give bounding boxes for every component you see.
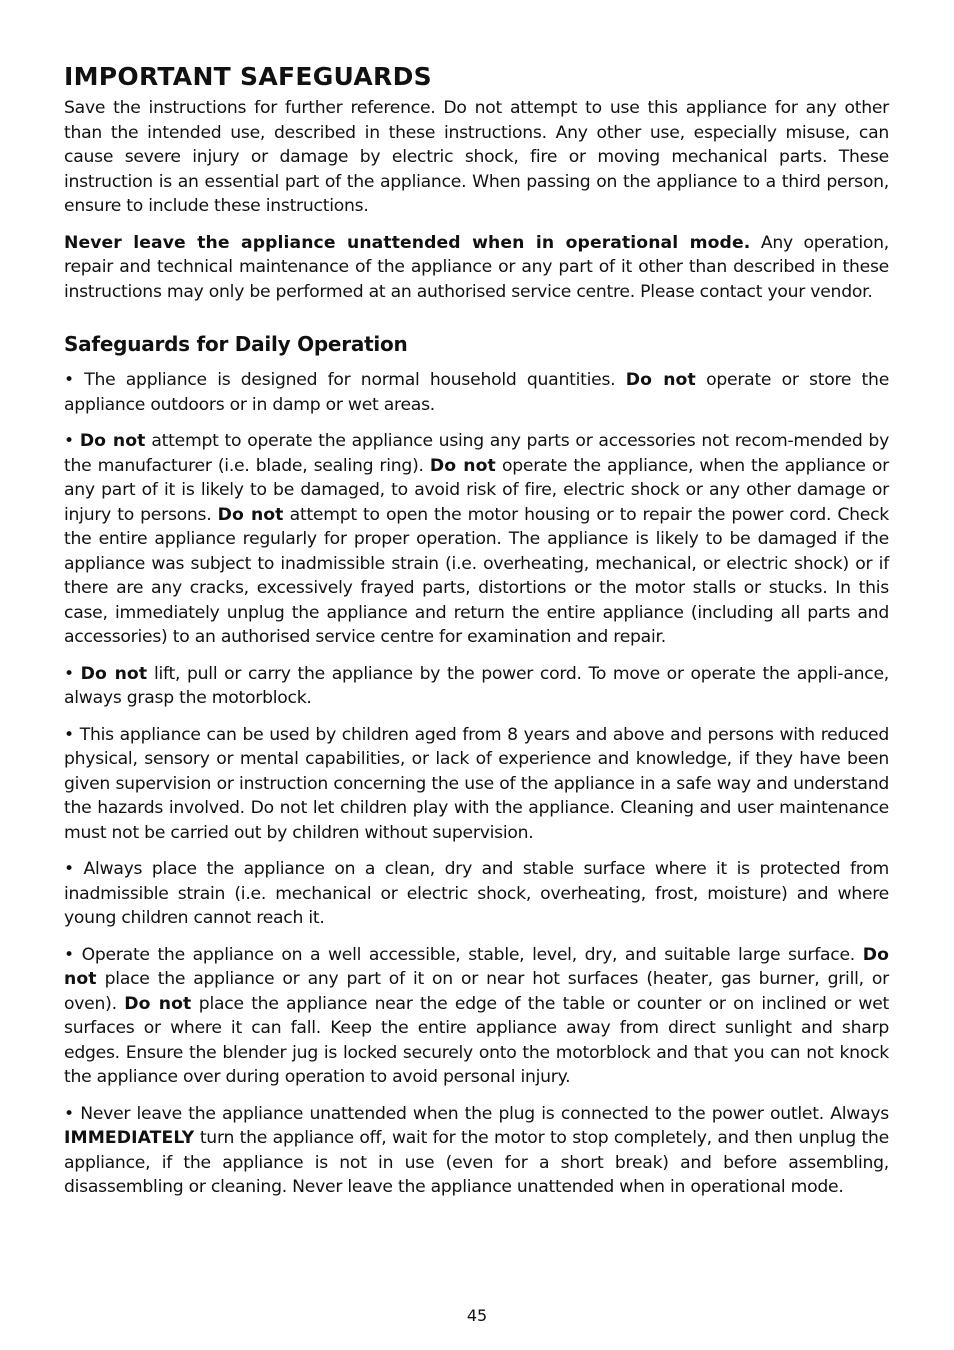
section-heading: Safeguards for Daily Operation (64, 332, 408, 356)
page-title: IMPORTANT SAFEGUARDS (64, 62, 432, 91)
bullet-text: • (64, 431, 80, 451)
immediately-emphasis: IMMEDIATELY (64, 1128, 195, 1148)
intro-text: Any operation, repair and technical maintenance of the appliance or any part of it other than described in these instructions may only be performed at an authorised service centre. Please contact your vendor. (64, 232, 889, 302)
bullet-text: place the appliance or any part of it on or near hot surfaces (heater, gas burner, grill, or oven). (64, 969, 889, 1014)
intro-paragraph-2 (64, 231, 889, 305)
bullet-item-5 (64, 857, 889, 931)
do-not-emphasis: Do not (625, 370, 696, 390)
do-not-emphasis: Do not (124, 993, 192, 1014)
bullet-item-3 (64, 662, 889, 711)
do-not-emphasis: Do not (217, 504, 284, 525)
bullet-text: operate or store the appliance outdoors or in damp or wet areas. (64, 370, 890, 415)
warning-bold: Never leave the appliance unattended when in operational mode. (64, 232, 751, 253)
bullet-item-2 (64, 429, 889, 650)
do-not-emphasis: Do not (79, 431, 146, 451)
page-number: 45 (466, 1306, 488, 1325)
do-not-emphasis: Do not (80, 663, 148, 684)
bullet-text: operate the appliance, when the appliance or any part of it is likely to be damaged, to avoid risk of fire, electric shock or any other damage or injury to persons. (64, 455, 890, 525)
bullet-item-6 (64, 943, 889, 1090)
bullet-text: attempt to open the motor housing or to repair the power cord. Check the entire appliance regularly for proper operation. The appliance is likely to be damaged if the appliance was subject to inadmissible strain (i.e. overheating, mechanical, or electric shock) or if there are any cracks, excessively frayed parts, distortions or the motor stalls or stucks. In this case, immediately unplug the appliance and return the entire appliance (including all parts and accessories) to an authorised service centre for examination and repair. (64, 504, 889, 647)
bullet-text: • Operate the appliance on a well accessible, stable, level, dry, and suitable large surface. (64, 944, 863, 965)
do-not-emphasis: Do not (64, 944, 889, 989)
bullet-text: • The appliance is designed for normal household quantities. (64, 370, 626, 390)
intro-text: Save the instructions for further reference. Do not attempt to use this appliance for any other than the intended use, described in these instructions. Any other use, especially misuse, can cause severe injury or damage by electric shock, fire or moving mechanical parts. These instruction is an essential part of the appliance. When passing on the appliance to a third person, ensure to include these instructions. (64, 98, 889, 216)
bullet-text: • (64, 663, 81, 684)
bullet-text: • Never leave the appliance unattended when the plug is connected to the power outlet. Always (64, 1103, 889, 1124)
bullet-text: • This appliance can be used by children aged from 8 years and above and persons with reduced physical, sensory or mental capabilities, or lack of experience and knowledge, if they have been given supervision or instruction concerning the use of the appliance in a safe way and understand the hazards involved. Do not let children play with the appliance. Cleaning and user maintenance must not be carried out by children without supervision. (64, 724, 889, 843)
bullet-text: turn the appliance off, wait for the motor to stop completely, and then unplug the appliance, if the appliance is not in use (even for a short break) and before assembling, disassembling or cleaning. Never leave the appliance unattended when in operational mode. (64, 1128, 889, 1197)
bullet-item-1 (64, 368, 889, 417)
intro-paragraph-1 (64, 96, 889, 219)
bullet-item-7 (64, 1102, 889, 1200)
page-content (64, 60, 889, 1212)
bullet-text: place the appliance near the edge of the table or counter or on inclined or wet surfaces or where it can fall. Keep the entire appliance away from direct sunlight and sharp edges. Ensure the blender jug is locked securely onto the motorblock and that you can not knock the appliance over during operation to avoid personal injury. (64, 993, 890, 1087)
bullet-text: attempt to operate the appliance using any parts or accessories not recom-mended by the manufacturer (i.e. blade, sealing ring). (64, 431, 890, 476)
do-not-emphasis: Do not (429, 455, 496, 476)
bullet-text: • Always place the appliance on a clean, dry and stable surface where it is protected from inadmissible strain (i.e. mechanical or electric shock, overheating, frost, moisture) and where young children cannot reach it. (64, 859, 889, 928)
bullet-item-4 (64, 723, 889, 846)
bullet-text: lift, pull or carry the appliance by the power cord. To move or operate the appli-ance, always grasp the motorblock. (64, 663, 889, 708)
